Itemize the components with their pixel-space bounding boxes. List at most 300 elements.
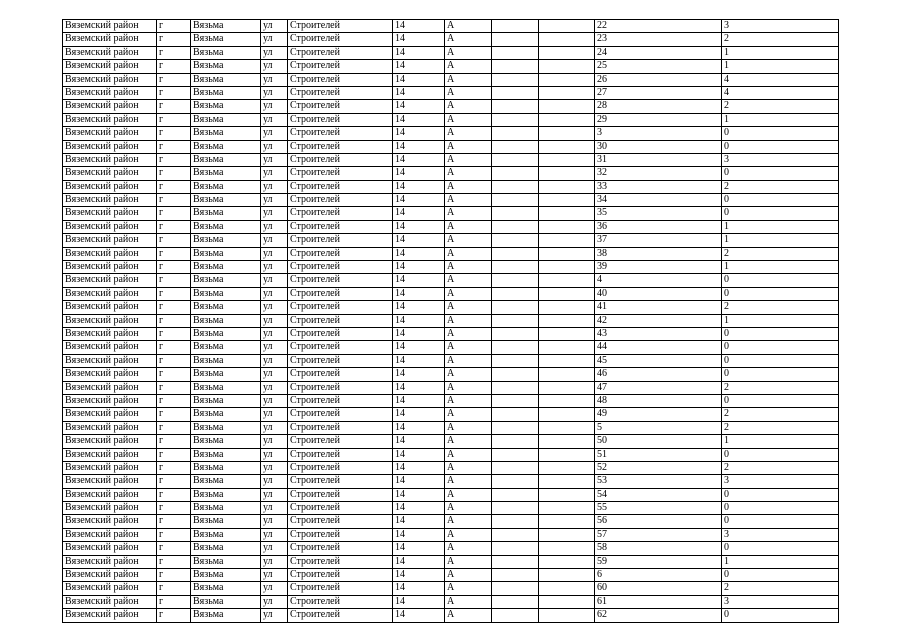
cell-apartment: 23 [595,33,722,46]
cell-settlement: Вязьма [191,542,261,555]
cell-apartment: 53 [595,475,722,488]
cell-street: Строителей [288,528,393,541]
cell-district: Вяземский район [63,368,157,381]
address-table-page [62,19,838,623]
cell-letter: А [445,488,492,501]
table-row [63,502,839,515]
cell-count: 0 [722,207,839,220]
table-row [63,73,839,86]
cell-settlement-type: г [157,488,191,501]
table-row [63,60,839,73]
cell-street: Строителей [288,73,393,86]
cell-count: 2 [722,301,839,314]
cell-district: Вяземский район [63,60,157,73]
table-row [63,555,839,568]
cell-letter: А [445,33,492,46]
cell-structure [539,381,595,394]
cell-settlement: Вязьма [191,394,261,407]
cell-street: Строителей [288,153,393,166]
cell-settlement: Вязьма [191,140,261,153]
cell-structure [539,515,595,528]
cell-apartment: 34 [595,194,722,207]
cell-settlement-type: г [157,180,191,193]
cell-street: Строителей [288,127,393,140]
cell-settlement: Вязьма [191,46,261,59]
cell-building [492,421,539,434]
cell-apartment: 60 [595,582,722,595]
cell-building [492,234,539,247]
cell-letter: А [445,180,492,193]
cell-street-type: ул [261,354,288,367]
cell-settlement-type: г [157,234,191,247]
cell-settlement: Вязьма [191,33,261,46]
table-row [63,327,839,340]
cell-building [492,408,539,421]
cell-district: Вяземский район [63,341,157,354]
cell-street-type: ул [261,448,288,461]
cell-letter: А [445,140,492,153]
table-row [63,167,839,180]
cell-street-type: ул [261,140,288,153]
table-row [63,127,839,140]
cell-letter: А [445,555,492,568]
cell-house: 14 [393,394,445,407]
cell-street: Строителей [288,595,393,608]
cell-settlement: Вязьма [191,261,261,274]
cell-street: Строителей [288,515,393,528]
table-row [63,220,839,233]
cell-settlement-type: г [157,327,191,340]
cell-house: 14 [393,502,445,515]
cell-settlement: Вязьма [191,381,261,394]
cell-building [492,502,539,515]
cell-house: 14 [393,475,445,488]
cell-structure [539,86,595,99]
cell-street-type: ул [261,46,288,59]
cell-street: Строителей [288,368,393,381]
cell-district: Вяземский район [63,408,157,421]
cell-district: Вяземский район [63,167,157,180]
cell-street-type: ул [261,569,288,582]
cell-building [492,274,539,287]
cell-structure [539,207,595,220]
cell-count: 0 [722,167,839,180]
cell-house: 14 [393,408,445,421]
cell-house: 14 [393,314,445,327]
cell-apartment: 36 [595,220,722,233]
cell-count: 1 [722,555,839,568]
table-row [63,515,839,528]
cell-structure [539,167,595,180]
cell-apartment: 33 [595,180,722,193]
cell-settlement-type: г [157,528,191,541]
cell-count: 2 [722,381,839,394]
cell-district: Вяземский район [63,287,157,300]
cell-street: Строителей [288,20,393,33]
cell-settlement: Вязьма [191,194,261,207]
cell-street: Строителей [288,86,393,99]
cell-street-type: ул [261,515,288,528]
cell-settlement-type: г [157,153,191,166]
cell-street: Строителей [288,100,393,113]
cell-street-type: ул [261,100,288,113]
cell-street: Строителей [288,341,393,354]
cell-count: 0 [722,140,839,153]
cell-apartment: 27 [595,86,722,99]
table-row [63,475,839,488]
cell-street: Строителей [288,502,393,515]
cell-district: Вяземский район [63,475,157,488]
table-row [63,33,839,46]
cell-structure [539,327,595,340]
cell-apartment: 42 [595,314,722,327]
cell-structure [539,220,595,233]
cell-count: 2 [722,421,839,434]
cell-house: 14 [393,555,445,568]
cell-settlement-type: г [157,354,191,367]
cell-settlement: Вязьма [191,113,261,126]
cell-letter: А [445,528,492,541]
cell-apartment: 39 [595,261,722,274]
cell-building [492,381,539,394]
cell-street-type: ул [261,488,288,501]
cell-structure [539,194,595,207]
cell-building [492,261,539,274]
cell-street-type: ул [261,381,288,394]
cell-street-type: ул [261,314,288,327]
cell-building [492,140,539,153]
cell-count: 0 [722,488,839,501]
cell-apartment: 24 [595,46,722,59]
cell-street-type: ул [261,167,288,180]
cell-settlement: Вязьма [191,287,261,300]
cell-street-type: ул [261,609,288,622]
cell-structure [539,609,595,622]
cell-street: Строителей [288,46,393,59]
table-row [63,194,839,207]
cell-street-type: ул [261,113,288,126]
cell-letter: А [445,86,492,99]
cell-house: 14 [393,368,445,381]
table-row [63,609,839,622]
cell-letter: А [445,287,492,300]
cell-structure [539,354,595,367]
cell-building [492,327,539,340]
cell-house: 14 [393,274,445,287]
table-row [63,100,839,113]
cell-house: 14 [393,100,445,113]
cell-settlement-type: г [157,448,191,461]
cell-count: 0 [722,127,839,140]
cell-settlement: Вязьма [191,368,261,381]
cell-settlement-type: г [157,609,191,622]
cell-letter: А [445,113,492,126]
cell-letter: А [445,448,492,461]
cell-letter: А [445,381,492,394]
cell-apartment: 51 [595,448,722,461]
cell-district: Вяземский район [63,46,157,59]
cell-settlement: Вязьма [191,569,261,582]
cell-building [492,113,539,126]
cell-structure [539,301,595,314]
cell-street-type: ул [261,421,288,434]
cell-letter: А [445,368,492,381]
cell-settlement-type: г [157,20,191,33]
cell-structure [539,582,595,595]
cell-street-type: ул [261,60,288,73]
cell-building [492,153,539,166]
cell-count: 1 [722,435,839,448]
cell-letter: А [445,595,492,608]
cell-building [492,341,539,354]
cell-settlement-type: г [157,33,191,46]
cell-structure [539,394,595,407]
cell-apartment: 58 [595,542,722,555]
cell-street-type: ул [261,595,288,608]
cell-street-type: ул [261,86,288,99]
table-row [63,569,839,582]
cell-apartment: 49 [595,408,722,421]
cell-street: Строителей [288,220,393,233]
cell-building [492,595,539,608]
table-row [63,207,839,220]
cell-district: Вяземский район [63,86,157,99]
cell-apartment: 30 [595,140,722,153]
cell-house: 14 [393,127,445,140]
cell-settlement: Вязьма [191,408,261,421]
cell-street-type: ул [261,435,288,448]
cell-settlement-type: г [157,461,191,474]
cell-settlement: Вязьма [191,354,261,367]
cell-house: 14 [393,421,445,434]
cell-street-type: ул [261,153,288,166]
cell-letter: А [445,20,492,33]
cell-building [492,394,539,407]
cell-structure [539,100,595,113]
cell-apartment: 43 [595,327,722,340]
cell-district: Вяземский район [63,140,157,153]
cell-structure [539,60,595,73]
cell-letter: А [445,515,492,528]
cell-district: Вяземский район [63,127,157,140]
cell-building [492,582,539,595]
cell-settlement: Вязьма [191,421,261,434]
cell-apartment: 32 [595,167,722,180]
cell-district: Вяземский район [63,609,157,622]
cell-settlement-type: г [157,515,191,528]
cell-letter: А [445,274,492,287]
cell-settlement-type: г [157,167,191,180]
cell-settlement: Вязьма [191,327,261,340]
cell-letter: А [445,475,492,488]
cell-settlement-type: г [157,113,191,126]
cell-count: 1 [722,113,839,126]
cell-structure [539,20,595,33]
cell-structure [539,140,595,153]
cell-settlement-type: г [157,140,191,153]
cell-count: 2 [722,408,839,421]
cell-apartment: 61 [595,595,722,608]
cell-settlement-type: г [157,60,191,73]
table-row [63,20,839,33]
cell-letter: А [445,569,492,582]
cell-street-type: ул [261,301,288,314]
cell-building [492,220,539,233]
cell-structure [539,247,595,260]
cell-street: Строителей [288,274,393,287]
cell-settlement-type: г [157,435,191,448]
cell-apartment: 4 [595,274,722,287]
cell-house: 14 [393,247,445,260]
cell-building [492,528,539,541]
cell-building [492,609,539,622]
cell-district: Вяземский район [63,569,157,582]
cell-apartment: 22 [595,20,722,33]
cell-count: 0 [722,609,839,622]
cell-letter: А [445,542,492,555]
cell-house: 14 [393,194,445,207]
cell-count: 0 [722,569,839,582]
cell-building [492,542,539,555]
cell-count: 3 [722,475,839,488]
cell-district: Вяземский район [63,207,157,220]
table-row [63,461,839,474]
cell-settlement-type: г [157,261,191,274]
cell-house: 14 [393,582,445,595]
cell-count: 1 [722,46,839,59]
cell-house: 14 [393,234,445,247]
cell-settlement: Вязьма [191,488,261,501]
cell-district: Вяземский район [63,582,157,595]
cell-settlement: Вязьма [191,60,261,73]
cell-apartment: 50 [595,435,722,448]
cell-district: Вяземский район [63,73,157,86]
cell-structure [539,261,595,274]
cell-apartment: 55 [595,502,722,515]
cell-building [492,301,539,314]
cell-settlement: Вязьма [191,595,261,608]
cell-house: 14 [393,354,445,367]
cell-house: 14 [393,341,445,354]
cell-street: Строителей [288,394,393,407]
cell-count: 2 [722,582,839,595]
cell-letter: А [445,194,492,207]
cell-district: Вяземский район [63,274,157,287]
cell-building [492,86,539,99]
cell-structure [539,33,595,46]
cell-letter: А [445,582,492,595]
cell-settlement-type: г [157,595,191,608]
cell-count: 2 [722,461,839,474]
cell-count: 0 [722,542,839,555]
cell-street-type: ул [261,408,288,421]
table-row [63,421,839,434]
cell-building [492,167,539,180]
cell-settlement-type: г [157,194,191,207]
cell-street-type: ул [261,394,288,407]
cell-district: Вяземский район [63,100,157,113]
table-row [63,314,839,327]
cell-settlement-type: г [157,274,191,287]
cell-apartment: 26 [595,73,722,86]
cell-street-type: ул [261,461,288,474]
cell-count: 0 [722,341,839,354]
cell-apartment: 47 [595,381,722,394]
cell-street: Строителей [288,180,393,193]
cell-structure [539,461,595,474]
cell-settlement-type: г [157,73,191,86]
cell-house: 14 [393,46,445,59]
cell-apartment: 5 [595,421,722,434]
cell-street-type: ул [261,287,288,300]
cell-settlement: Вязьма [191,341,261,354]
cell-building [492,46,539,59]
cell-house: 14 [393,542,445,555]
cell-street-type: ул [261,327,288,340]
cell-structure [539,113,595,126]
cell-building [492,368,539,381]
cell-settlement: Вязьма [191,475,261,488]
table-row [63,488,839,501]
cell-letter: А [445,234,492,247]
cell-structure [539,46,595,59]
cell-settlement: Вязьма [191,274,261,287]
cell-street: Строителей [288,582,393,595]
cell-apartment: 28 [595,100,722,113]
cell-letter: А [445,73,492,86]
cell-house: 14 [393,609,445,622]
cell-house: 14 [393,301,445,314]
cell-house: 14 [393,180,445,193]
table-row [63,528,839,541]
cell-house: 14 [393,220,445,233]
cell-building [492,194,539,207]
cell-street-type: ул [261,475,288,488]
table-row [63,301,839,314]
cell-house: 14 [393,515,445,528]
cell-count: 4 [722,73,839,86]
cell-settlement: Вязьма [191,100,261,113]
cell-settlement: Вязьма [191,86,261,99]
cell-settlement: Вязьма [191,220,261,233]
cell-street-type: ул [261,73,288,86]
table-row [63,595,839,608]
cell-house: 14 [393,261,445,274]
cell-count: 0 [722,394,839,407]
table-row [63,287,839,300]
cell-building [492,20,539,33]
cell-building [492,60,539,73]
cell-settlement-type: г [157,555,191,568]
cell-structure [539,435,595,448]
cell-house: 14 [393,20,445,33]
cell-street: Строителей [288,435,393,448]
cell-house: 14 [393,153,445,166]
cell-house: 14 [393,73,445,86]
cell-street: Строителей [288,194,393,207]
table-row [63,448,839,461]
cell-settlement: Вязьма [191,247,261,260]
cell-district: Вяземский район [63,20,157,33]
cell-structure [539,502,595,515]
cell-house: 14 [393,381,445,394]
cell-street: Строителей [288,167,393,180]
cell-settlement: Вязьма [191,515,261,528]
table-row [63,46,839,59]
cell-settlement: Вязьма [191,502,261,515]
cell-apartment: 46 [595,368,722,381]
cell-settlement-type: г [157,100,191,113]
